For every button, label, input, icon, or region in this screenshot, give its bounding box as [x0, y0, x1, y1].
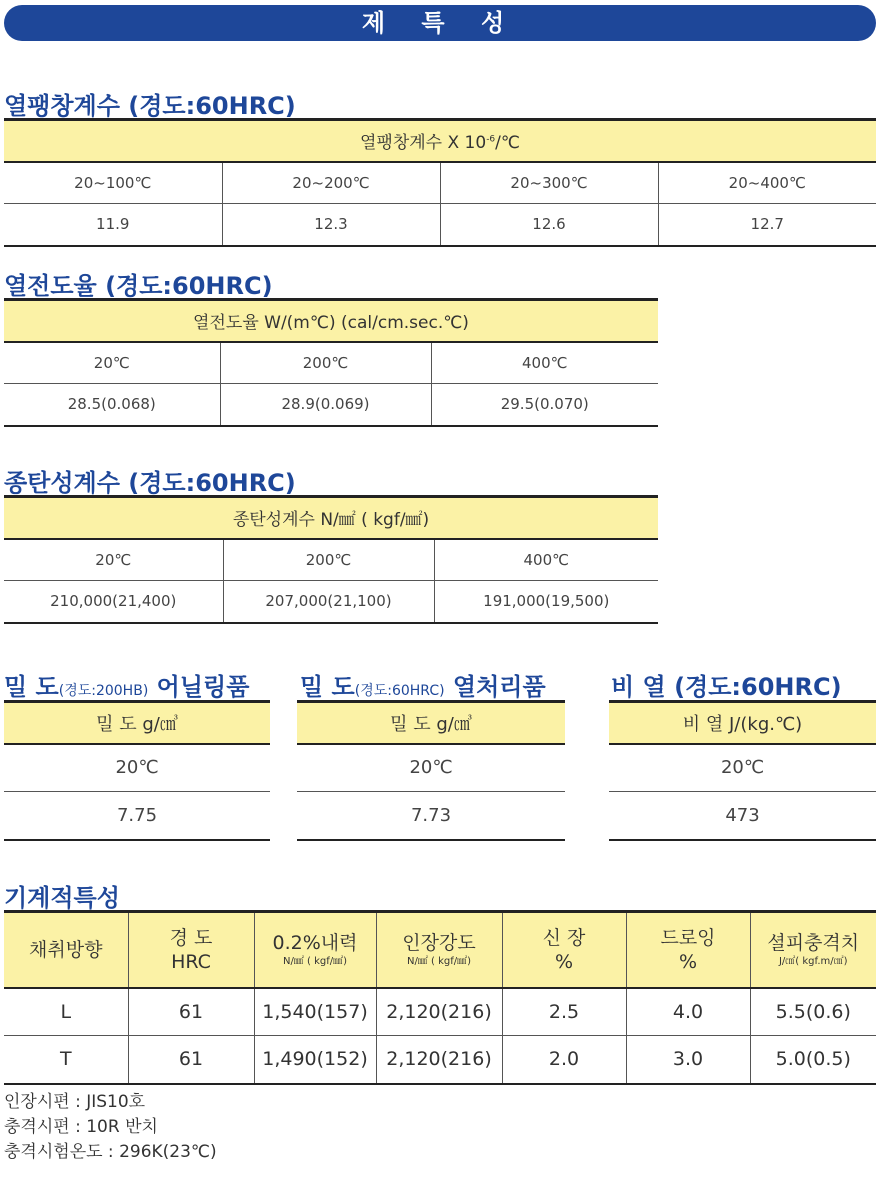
- table-cell: 2.5: [502, 988, 626, 1036]
- table-cell: 400℃: [431, 342, 658, 384]
- specific-heat-table: [609, 700, 876, 841]
- elastic-modulus-header: 종탄성계수 N/㎟ ( kgf/㎟): [4, 497, 658, 539]
- table-cell: 61: [128, 988, 254, 1036]
- header-cell: 신 장 %: [502, 912, 626, 988]
- header-cell: 드로잉 %: [626, 912, 750, 988]
- table-cell: 473: [609, 792, 876, 840]
- density-annealed-title: 밀 도(경도:200HB) 어닐링품: [4, 673, 250, 701]
- specific-heat-title: 비 열 (경도:60HRC): [611, 673, 842, 701]
- density-annealed-header: 밀 도 g/㎤: [4, 702, 270, 744]
- density-hardened-title: 밀 도(경도:60HRC) 열처리품: [300, 673, 546, 701]
- thermal-conductivity-table: [4, 298, 658, 427]
- header-cell: 채취방향: [4, 912, 128, 988]
- table-cell: 7.73: [297, 792, 565, 840]
- table-cell: L: [4, 988, 128, 1036]
- table-cell: 200℃: [220, 342, 431, 384]
- thermal-expansion-header: 열팽창계수 X $10^{-6}/℃$: [4, 120, 876, 162]
- thermal-expansion-title: 열팽창계수 (경도:60HRC): [4, 92, 296, 120]
- table-cell: 29.5(0.070): [431, 384, 658, 426]
- density-hardened-table: [297, 700, 565, 841]
- note-line: 충격시험온도 : 296K(23℃): [4, 1142, 217, 1162]
- mechanical-title: 기계적특성: [4, 884, 120, 912]
- table-cell: 1,490(152): [254, 1036, 376, 1084]
- table-cell: 20℃: [297, 744, 565, 792]
- table-cell: 207,000(21,100): [223, 581, 434, 623]
- table-row: [4, 1036, 876, 1084]
- table-cell: 3.0: [626, 1036, 750, 1084]
- table-cell: 191,000(19,500): [434, 581, 658, 623]
- note-line: 충격시편 : 10R 반치: [4, 1117, 158, 1137]
- table-row: [4, 988, 876, 1036]
- table-cell: 7.75: [4, 792, 270, 840]
- table-cell: 5.5(0.6): [750, 988, 876, 1036]
- table-cell: 4.0: [626, 988, 750, 1036]
- table-cell: 61: [128, 1036, 254, 1084]
- table-cell: 20~200℃: [222, 162, 440, 204]
- table-cell: 400℃: [434, 539, 658, 581]
- page-banner: 제 특 성: [4, 5, 876, 41]
- mechanical-table: [4, 910, 876, 1085]
- thermal-expansion-table: [4, 118, 876, 247]
- table-cell: T: [4, 1036, 128, 1084]
- header-cell: 0.2%내력 N/㎟ ( kgf/㎟): [254, 912, 376, 988]
- table-cell: 200℃: [223, 539, 434, 581]
- density-annealed-table: [4, 700, 270, 841]
- elastic-modulus-table: [4, 495, 658, 624]
- thermal-conductivity-header: 열전도율 W/(m℃) (cal/cm.sec.℃): [4, 300, 658, 342]
- density-hardened-header: 밀 도 g/㎤: [297, 702, 565, 744]
- thermal-conductivity-title: 열전도율 (경도:60HRC): [4, 272, 273, 300]
- table-cell: 20℃: [4, 744, 270, 792]
- elastic-modulus-title: 종탄성계수 (경도:60HRC): [4, 469, 296, 497]
- table-cell: 12.7: [658, 204, 876, 246]
- test-notes: [4, 1090, 217, 1165]
- specific-heat-header: 비 열 J/(kg.℃): [609, 702, 876, 744]
- table-cell: 210,000(21,400): [4, 581, 223, 623]
- table-cell: 12.3: [222, 204, 440, 246]
- table-cell: 20~300℃: [440, 162, 658, 204]
- table-cell: 11.9: [4, 204, 222, 246]
- table-cell: 20℃: [4, 539, 223, 581]
- table-cell: 2.0: [502, 1036, 626, 1084]
- table-cell: 20℃: [609, 744, 876, 792]
- table-cell: 28.9(0.069): [220, 384, 431, 426]
- table-cell: 20℃: [4, 342, 220, 384]
- table-cell: 20~400℃: [658, 162, 876, 204]
- header-cell: 경 도 HRC: [128, 912, 254, 988]
- table-cell: 28.5(0.068): [4, 384, 220, 426]
- table-cell: 20~100℃: [4, 162, 222, 204]
- header-cell: 인장강도 N/㎟ ( kgf/㎟): [376, 912, 502, 988]
- table-cell: 12.6: [440, 204, 658, 246]
- table-cell: 2,120(216): [376, 988, 502, 1036]
- table-cell: 1,540(157): [254, 988, 376, 1036]
- table-cell: 5.0(0.5): [750, 1036, 876, 1084]
- table-cell: 2,120(216): [376, 1036, 502, 1084]
- note-line: 인장시편 : JIS10호: [4, 1092, 146, 1112]
- header-cell: 셜피충격치 J/㎠( kgf.m/㎠): [750, 912, 876, 988]
